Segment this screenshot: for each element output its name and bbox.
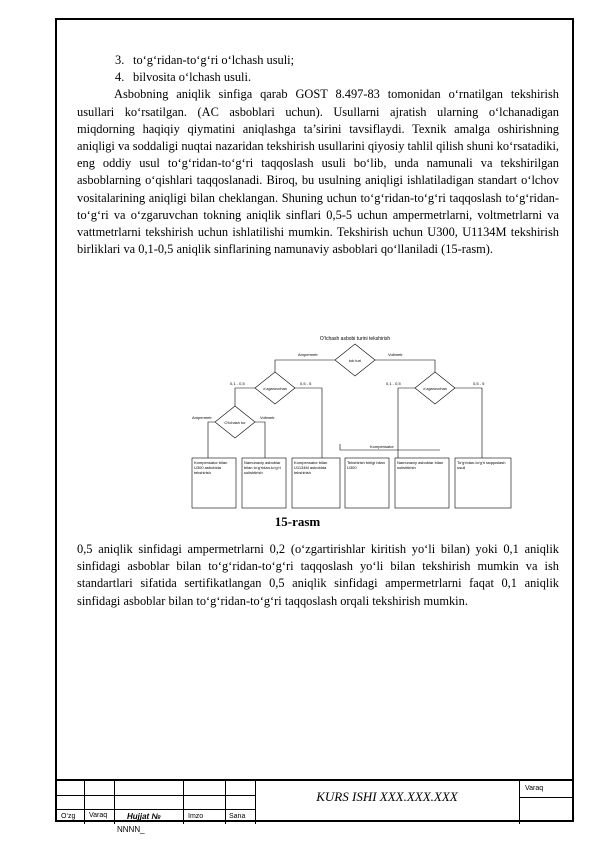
box-text: Tekshirish birligi bilan U300	[347, 460, 385, 470]
label-imzo: Imzo	[188, 813, 204, 820]
svg-text:Voltmetr: Voltmetr	[388, 352, 403, 357]
box-text: Namunaviy asboblar bilan to‘g‘ridan-to‘g‘ri solishtirish	[244, 460, 281, 475]
figure-caption: 15-rasm	[274, 514, 321, 529]
label-sana: Sana	[229, 813, 246, 820]
svg-text:O‘lchash tur: O‘lchash tur	[224, 420, 246, 425]
box-text: Namunaviy asboblar bilan solishtirish	[397, 460, 444, 470]
svg-text:Ampermetr: Ampermetr	[192, 415, 212, 420]
list-text: bilvosita o‘lchash usuli.	[133, 70, 252, 85]
paragraph: 0,5 aniqlik sinfidagi ampermetrlarni 0,2 (o‘zgartirishlar kiritish yo‘li bilan) yoki 0,1 aniqlik sinfidagi asboblar bilan to‘g‘ridan-to‘g‘ri taqqoslash yo‘li bilan tekshirish mumkin va ish standartlari sifatida sertifikatlangan 0,5 aniqlik sinfidagi ampermetrlarni faqat 0,1 aniqlik sinfidagi asboblar bilan to‘g‘ridan-to‘g‘ri taqqoslash orqali tekshirish mumkin.	[77, 542, 559, 608]
svg-text:o‘zgaruvchan: o‘zgaruvchan	[263, 386, 287, 391]
box-text: Kompensator bilan U300 asbobida tekshirish	[194, 460, 228, 475]
svg-text:0,1 - 0,5: 0,1 - 0,5	[386, 381, 401, 386]
paragraph: Asbobning aniqlik sinfiga qarab GOST 8.497-83 tomonidan o‘rnatilgan tekshirish usullari ko‘rsatilgan. (AC asboblari uchun). Usullarni ajratish ularning o‘lchanadigan miqdorning haqiqiy qiymatini aniqlashga ta’sirini tavsiflaydi. Texnik amalga oshirishning aniqligi va soddaligi nuqtai nazaridan tekshirish usullarini qiyosiy tahlil qilish shuni ko‘rsatadiki, eng oddiy usul to‘g‘ridan-to‘g‘ri taqqoslash usuli bo‘lib, unda namunali va tekshirilgan asboblarning o‘qishlari taqqoslanadi. Biroq, bu usulning aniqligi ishlatiladigan standart o‘lchov vositalarining aniqligi bilan cheklangan. Shuning uchun to‘g‘ridan-to‘g‘ri taqqoslash to‘g‘ridan-to‘g‘ri va o‘zgaruvchan tokning aniqlik sinflari 0,5-5 uchun ampermetrlarni, voltmetrlarni va vattmetrlarni tekshirish uchun ishlatilishi mumkin. Tekshirish uchun U300, U1134M tekshirish birliklari va 0,1-0,5 aniqlik sinflarining namunaviy asboblari qo‘llaniladi (15-rasm).	[77, 87, 559, 257]
list-number: 4.	[115, 70, 125, 85]
page-number-placeholder: NNNN_	[117, 825, 145, 834]
label-varaq-right: Varaq	[525, 785, 544, 792]
box-text: Kompensator bilan U1134M asbobida tekshirish	[294, 460, 328, 475]
svg-text:Kompensator: Kompensator	[370, 444, 394, 449]
title-block	[55, 779, 574, 824]
list-number: 3.	[115, 53, 125, 67]
flowchart-title: O‘lchash asbobi turini tekshirish	[319, 336, 391, 342]
svg-text:Ampermetr: Ampermetr	[298, 352, 318, 357]
svg-text:Voltmetr: Voltmetr	[260, 415, 275, 420]
body-text	[77, 52, 559, 258]
list-item	[77, 52, 559, 69]
list-text: to‘g‘ridan-to‘g‘ri o‘lchash usuli;	[133, 53, 295, 67]
list-item	[77, 69, 559, 86]
label-ozg: O‘zg	[61, 813, 76, 820]
svg-text:0,5 - 5: 0,5 - 5	[300, 381, 312, 386]
body-text-2	[77, 541, 559, 610]
label-hujjat: Hujjat №	[127, 812, 161, 821]
flowchart-figure	[190, 328, 560, 510]
svg-text:0,5 - 5: 0,5 - 5	[473, 381, 485, 386]
document-code: KURS ISHI XXX.XXX.XXX	[316, 789, 458, 804]
svg-text:o‘zgaruvchan: o‘zgaruvchan	[423, 386, 447, 391]
label-varaq: Varaq	[89, 812, 108, 819]
svg-text:0,1 - 0,5: 0,1 - 0,5	[230, 381, 245, 386]
box-text: To‘g‘ridan-to‘g‘ri taqqoslash usuli	[457, 460, 506, 470]
svg-text:tok turi: tok turi	[348, 358, 362, 363]
